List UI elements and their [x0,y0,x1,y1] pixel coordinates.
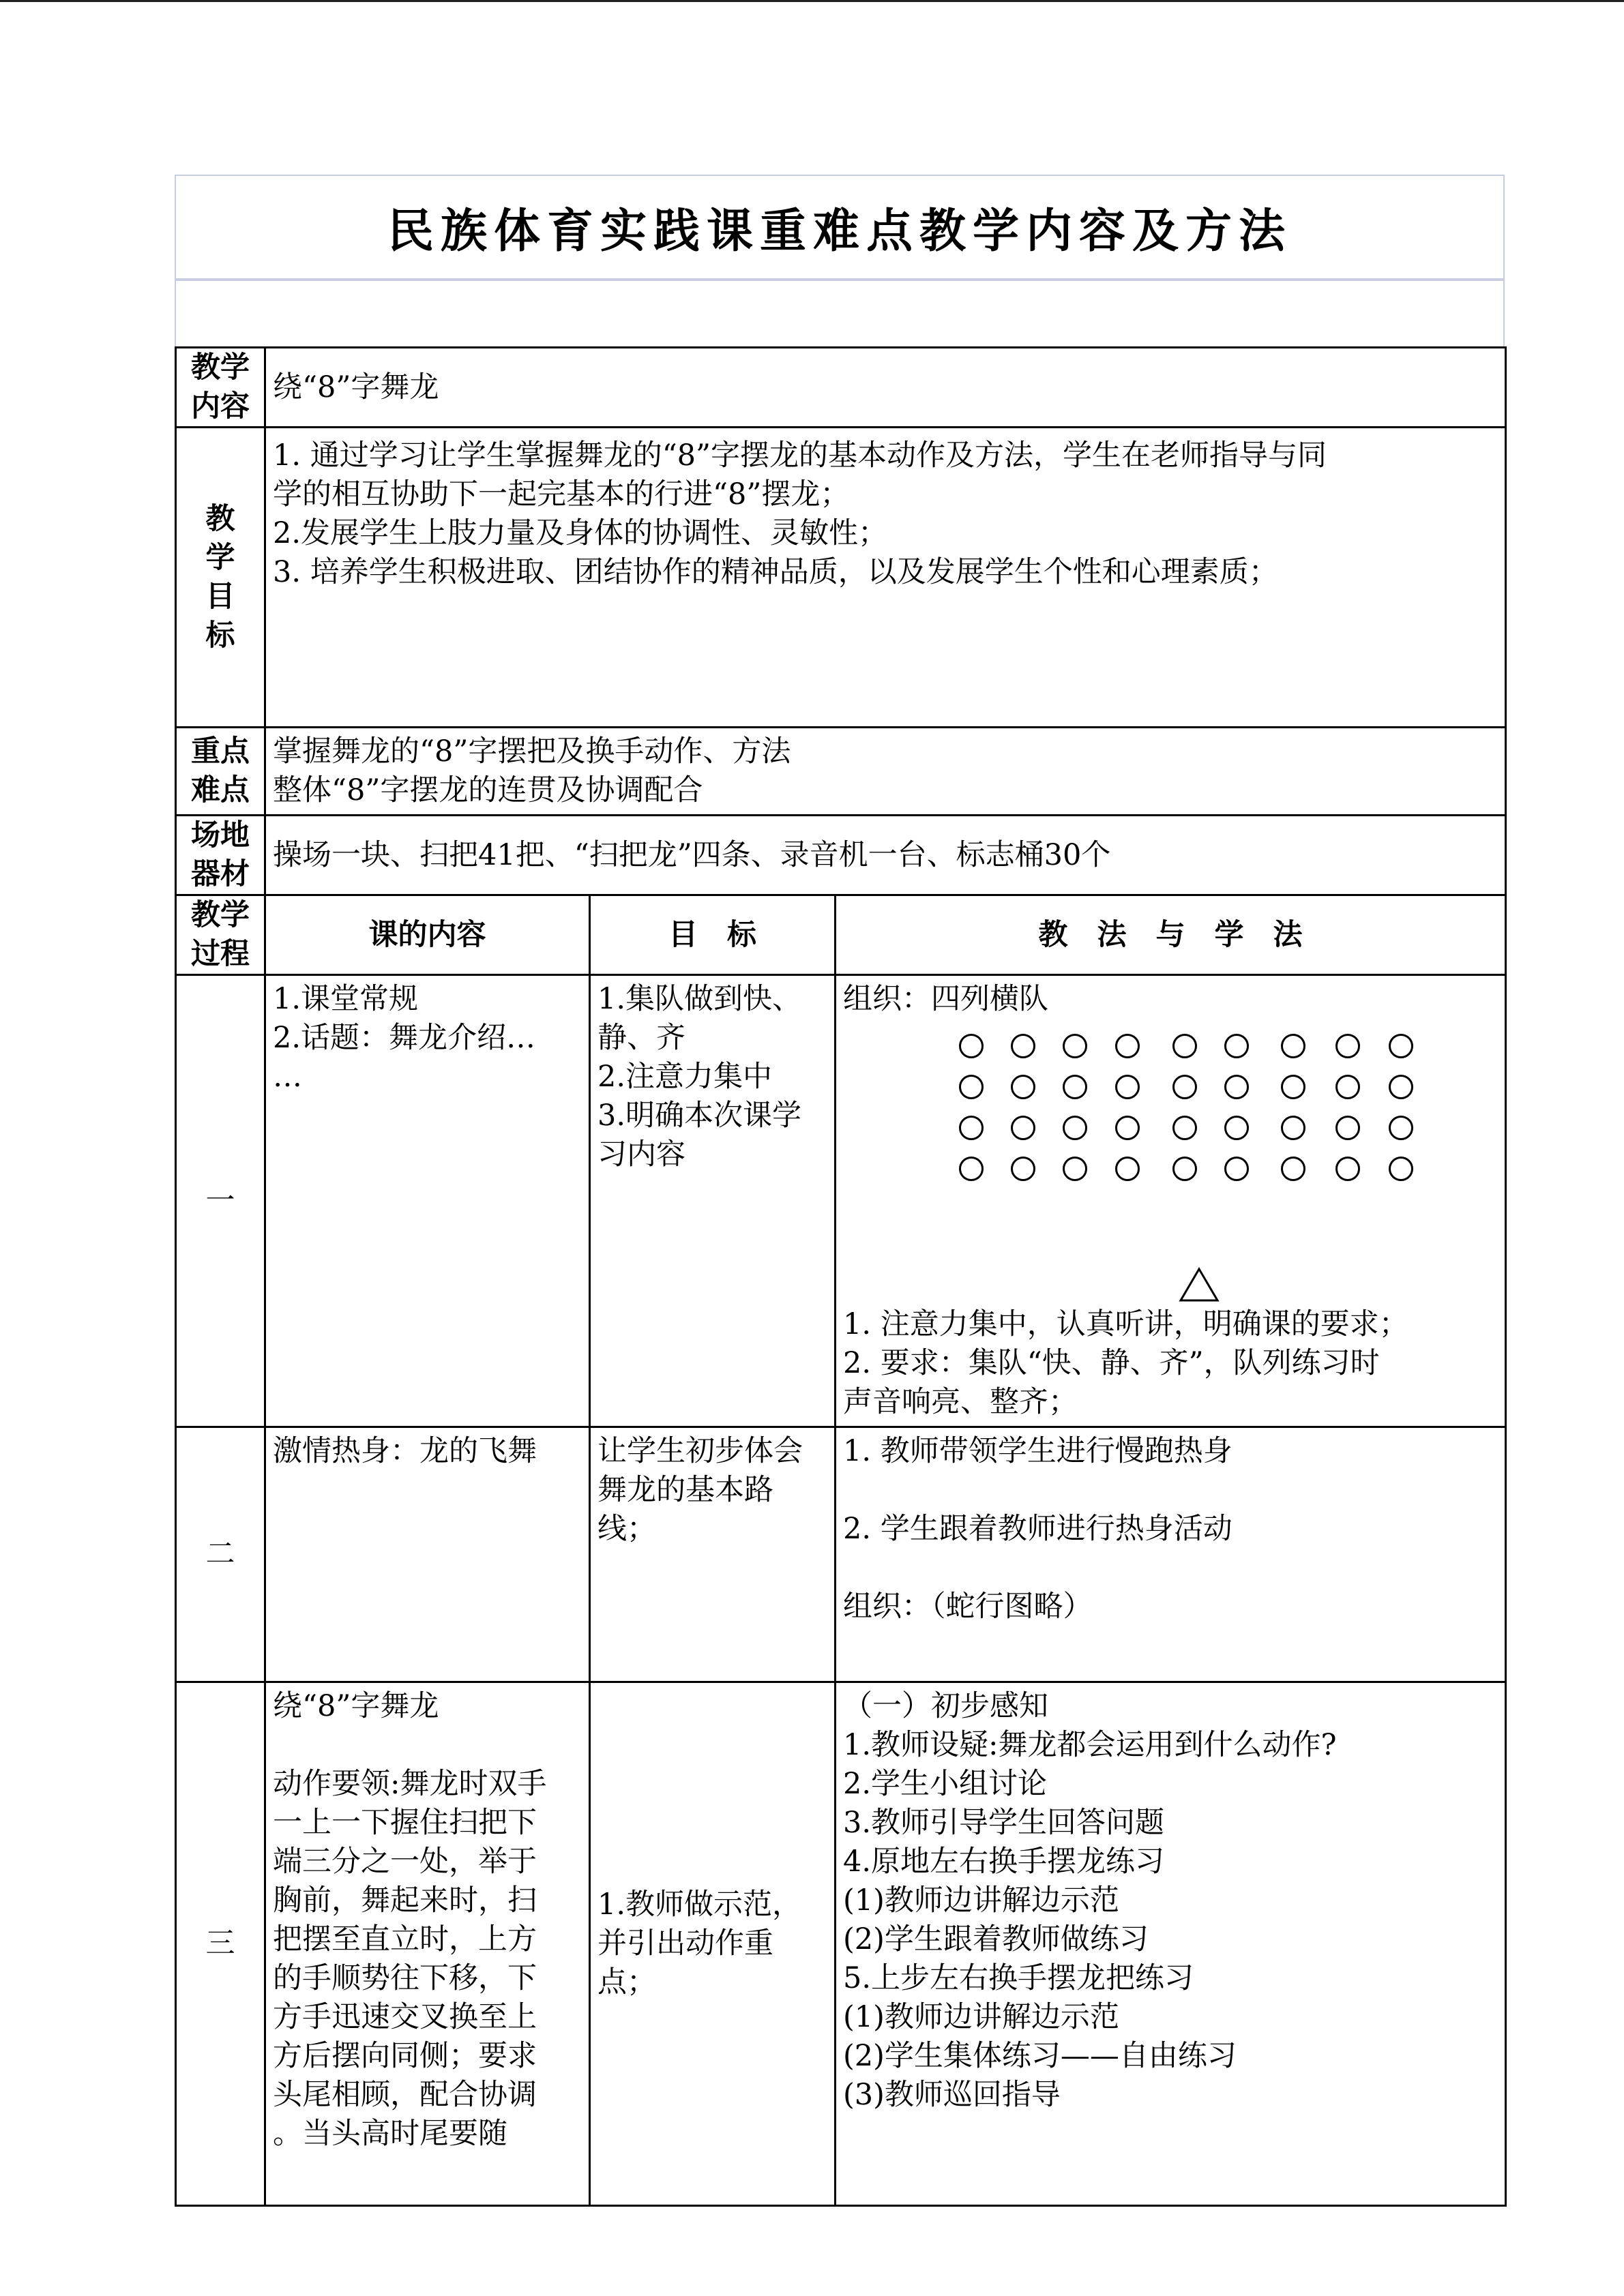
student-circle-icon [1115,1116,1140,1140]
student-circle-icon [1011,1075,1035,1099]
row-method [836,1682,1506,2206]
method-line: 2. 学生跟着教师进行热身活动 [843,1512,1232,1546]
process-row-1 [176,975,1506,1427]
student-circle-icon [1335,1075,1360,1099]
goal-line: 学的相互协助下一起完基本的行进“8”摆龙； [273,477,850,511]
goal-cell-line: 2.注意力集中 [597,1060,773,1094]
method-line: （一）初步感知 [843,1689,1048,1723]
content-line: 2.话题：舞龙介绍… [273,1021,536,1055]
formation-diagram [843,1019,1498,1305]
goal-cell-line: 点； [597,1965,656,1999]
key-points-label-text: 重点难点 [191,734,250,807]
method-line: (1)教师边讲解边示范 [843,1883,1119,1918]
content-line: 动作要领:舞龙时双手 [273,1767,547,1801]
content-row [176,348,1506,428]
goal-line: 3. 培养学生积极进取、团结协作的精神品质，以及发展学生个性和心理素质； [273,555,1278,589]
student-circle-icon [1224,1075,1249,1099]
header-method: 教 法 与 学 法 [836,895,1506,975]
method-line: (1)教师边讲解边示范 [843,2000,1119,2034]
content-line: 端三分之一处，举于 [273,1845,537,1879]
process-label-text: 教学过程 [191,898,250,971]
top-border-line [0,0,1624,2]
method-line: 声音响亮、整齐； [843,1385,1078,1419]
student-circle-icon [1172,1034,1197,1058]
process-row-3 [176,1682,1506,2206]
content-line: 的手顺势往下移，下 [273,1961,537,1995]
goal-line: 1. 通过学习让学生掌握舞龙的“8”字摆龙的基本动作及方法，学生在老师指导与同 [273,438,1327,473]
blank-spacer-row [175,280,1505,346]
content-line: 。当头高时尾要随 [273,2117,507,2151]
row-goal [590,975,836,1427]
row-index: 二 [176,1427,265,1682]
student-circle-icon [1063,1034,1087,1058]
process-label [176,895,265,975]
process-row-2 [176,1427,1506,1682]
student-circle-icon [1281,1075,1305,1099]
equipment-label-text: 场地器材 [191,818,250,891]
student-circle-icon [1011,1116,1035,1140]
student-circle-icon [1172,1075,1197,1099]
student-circle-icon [1335,1034,1360,1058]
student-circle-icon [1335,1157,1360,1181]
header-goal: 目 标 [590,895,836,975]
key-point-line: 掌握舞龙的“8”字摆把及换手动作、方法 [273,734,791,769]
goal-cell-line: 线； [597,1512,656,1546]
student-circle-icon [1011,1157,1035,1181]
student-circle-icon [1281,1157,1305,1181]
method-line: 3.教师引导学生回答问题 [843,1806,1165,1840]
student-circle-icon [1389,1116,1413,1140]
student-circle-icon [1281,1034,1305,1058]
content-line: 方后摆向同侧；要求 [273,2039,537,2073]
goal-cell-line: 并引出动作重 [597,1926,773,1960]
row-goal [590,1427,836,1682]
method-line: 2. 要求：集队“快、静、齐”，队列练习时 [843,1346,1380,1380]
student-circle-icon [1115,1075,1140,1099]
student-circle-icon [1011,1034,1035,1058]
student-circle-icon [1172,1157,1197,1181]
teacher-triangle-icon [1179,1267,1220,1302]
goal-cell-line: 静、齐 [597,1021,685,1055]
content-line: 1.课堂常规 [273,982,419,1016]
content-label [176,348,265,428]
method-line: 1.教师设疑:舞龙都会运用到什么动作? [843,1728,1337,1762]
method-line: (2)学生跟着教师做练习 [843,1922,1149,1956]
student-circle-icon [1115,1034,1140,1058]
method-line: 4.原地左右换手摆龙练习 [843,1845,1165,1879]
row-index: 一 [176,975,265,1427]
goals-label [176,428,265,728]
equipment-label [176,816,265,895]
goal-cell-line: 1.教师做示范， [597,1888,802,1922]
content-line: 激情热身：龙的飞舞 [273,1434,537,1468]
method-line: 1. 注意力集中，认真听讲，明确课的要求； [843,1307,1408,1341]
method-line: (3)教师巡回指导 [843,2078,1061,2112]
student-circle-icon [1063,1075,1087,1099]
student-circle-icon [1063,1116,1087,1140]
method-line: 2.学生小组讨论 [843,1767,1048,1801]
equipment-row [176,816,1506,895]
method-gap [843,1549,1498,1587]
student-circle-icon [959,1116,984,1140]
student-circle-icon [959,1157,984,1181]
student-circle-icon [959,1034,984,1058]
process-header-row [176,895,1506,975]
student-circle-icon [1224,1157,1249,1181]
content-line: … [273,1060,302,1094]
header-content: 课的内容 [265,895,590,975]
key-points-label [176,728,265,816]
row-content [265,1682,590,2206]
lesson-table [175,346,1507,2207]
goal-cell-line: 舞龙的基本路 [597,1473,773,1507]
content-line: 头尾相顾，配合协调 [273,2078,537,2112]
method-gap [843,1471,1498,1510]
content-line: 绕“8”字舞龙 [273,1689,439,1723]
row-content [265,975,590,1427]
lesson-plan-sheet [175,175,1505,2207]
student-circle-icon [1389,1157,1413,1181]
student-circle-icon [1224,1116,1249,1140]
goal-line: 2.发展学生上肢力量及身体的协调性、灵敏性； [273,516,888,550]
row-goal [590,1682,836,2206]
row-index: 三 [176,1682,265,2206]
student-circle-icon [1335,1116,1360,1140]
content-line: 一上一下握住扫把下 [273,1806,537,1840]
student-circle-icon [1172,1116,1197,1140]
goals-label-text: 教学目标 [205,501,235,653]
goal-cell-line: 1.集队做到快、 [597,982,802,1016]
method-line: 5.上步左右换手摆龙把练习 [843,1961,1194,1995]
student-circle-icon [1115,1157,1140,1181]
content-value: 绕“8”字舞龙 [265,348,1506,428]
goal-cell-line: 让学生初步体会 [597,1434,803,1468]
content-line: 方手迅速交叉换至上 [273,2000,537,2034]
student-circle-icon [1389,1075,1413,1099]
key-point-line: 整体“8”字摆龙的连贯及协调配合 [273,773,703,807]
goals-text [265,428,1506,728]
goal-cell-line: 3.明确本次课学 [597,1099,802,1133]
key-points-row [176,728,1506,816]
content-line: 胸前，舞起来时，扫 [273,1883,537,1918]
row-content [265,1427,590,1682]
method-line: (2)学生集体练习——自由练习 [843,2039,1237,2073]
content-gap [273,1726,582,1765]
goals-row [176,428,1506,728]
student-circle-icon [1224,1034,1249,1058]
student-circle-icon [1389,1034,1413,1058]
student-circle-icon [959,1075,984,1099]
student-circle-icon [1063,1157,1087,1181]
student-circle-icon [1281,1116,1305,1140]
row-method [836,975,1506,1427]
method-line: 1. 教师带领学生进行慢跑热身 [843,1434,1232,1468]
method-line: 组织：四列横队 [843,982,1048,1016]
content-label-text: 教学内容 [191,351,250,423]
method-line: 组织：（蛇行图略） [843,1590,1093,1624]
goal-cell-line: 习内容 [597,1137,685,1172]
content-line: 把摆至直立时，上方 [273,1922,537,1956]
key-points-text [265,728,1506,816]
page-title: 民族体育实践课重难点教学内容及方法 [175,175,1505,280]
equipment-value: 操场一块、扫把41把、“扫把龙”四条、录音机一台、标志桶30个 [265,816,1506,895]
row-method [836,1427,1506,1682]
